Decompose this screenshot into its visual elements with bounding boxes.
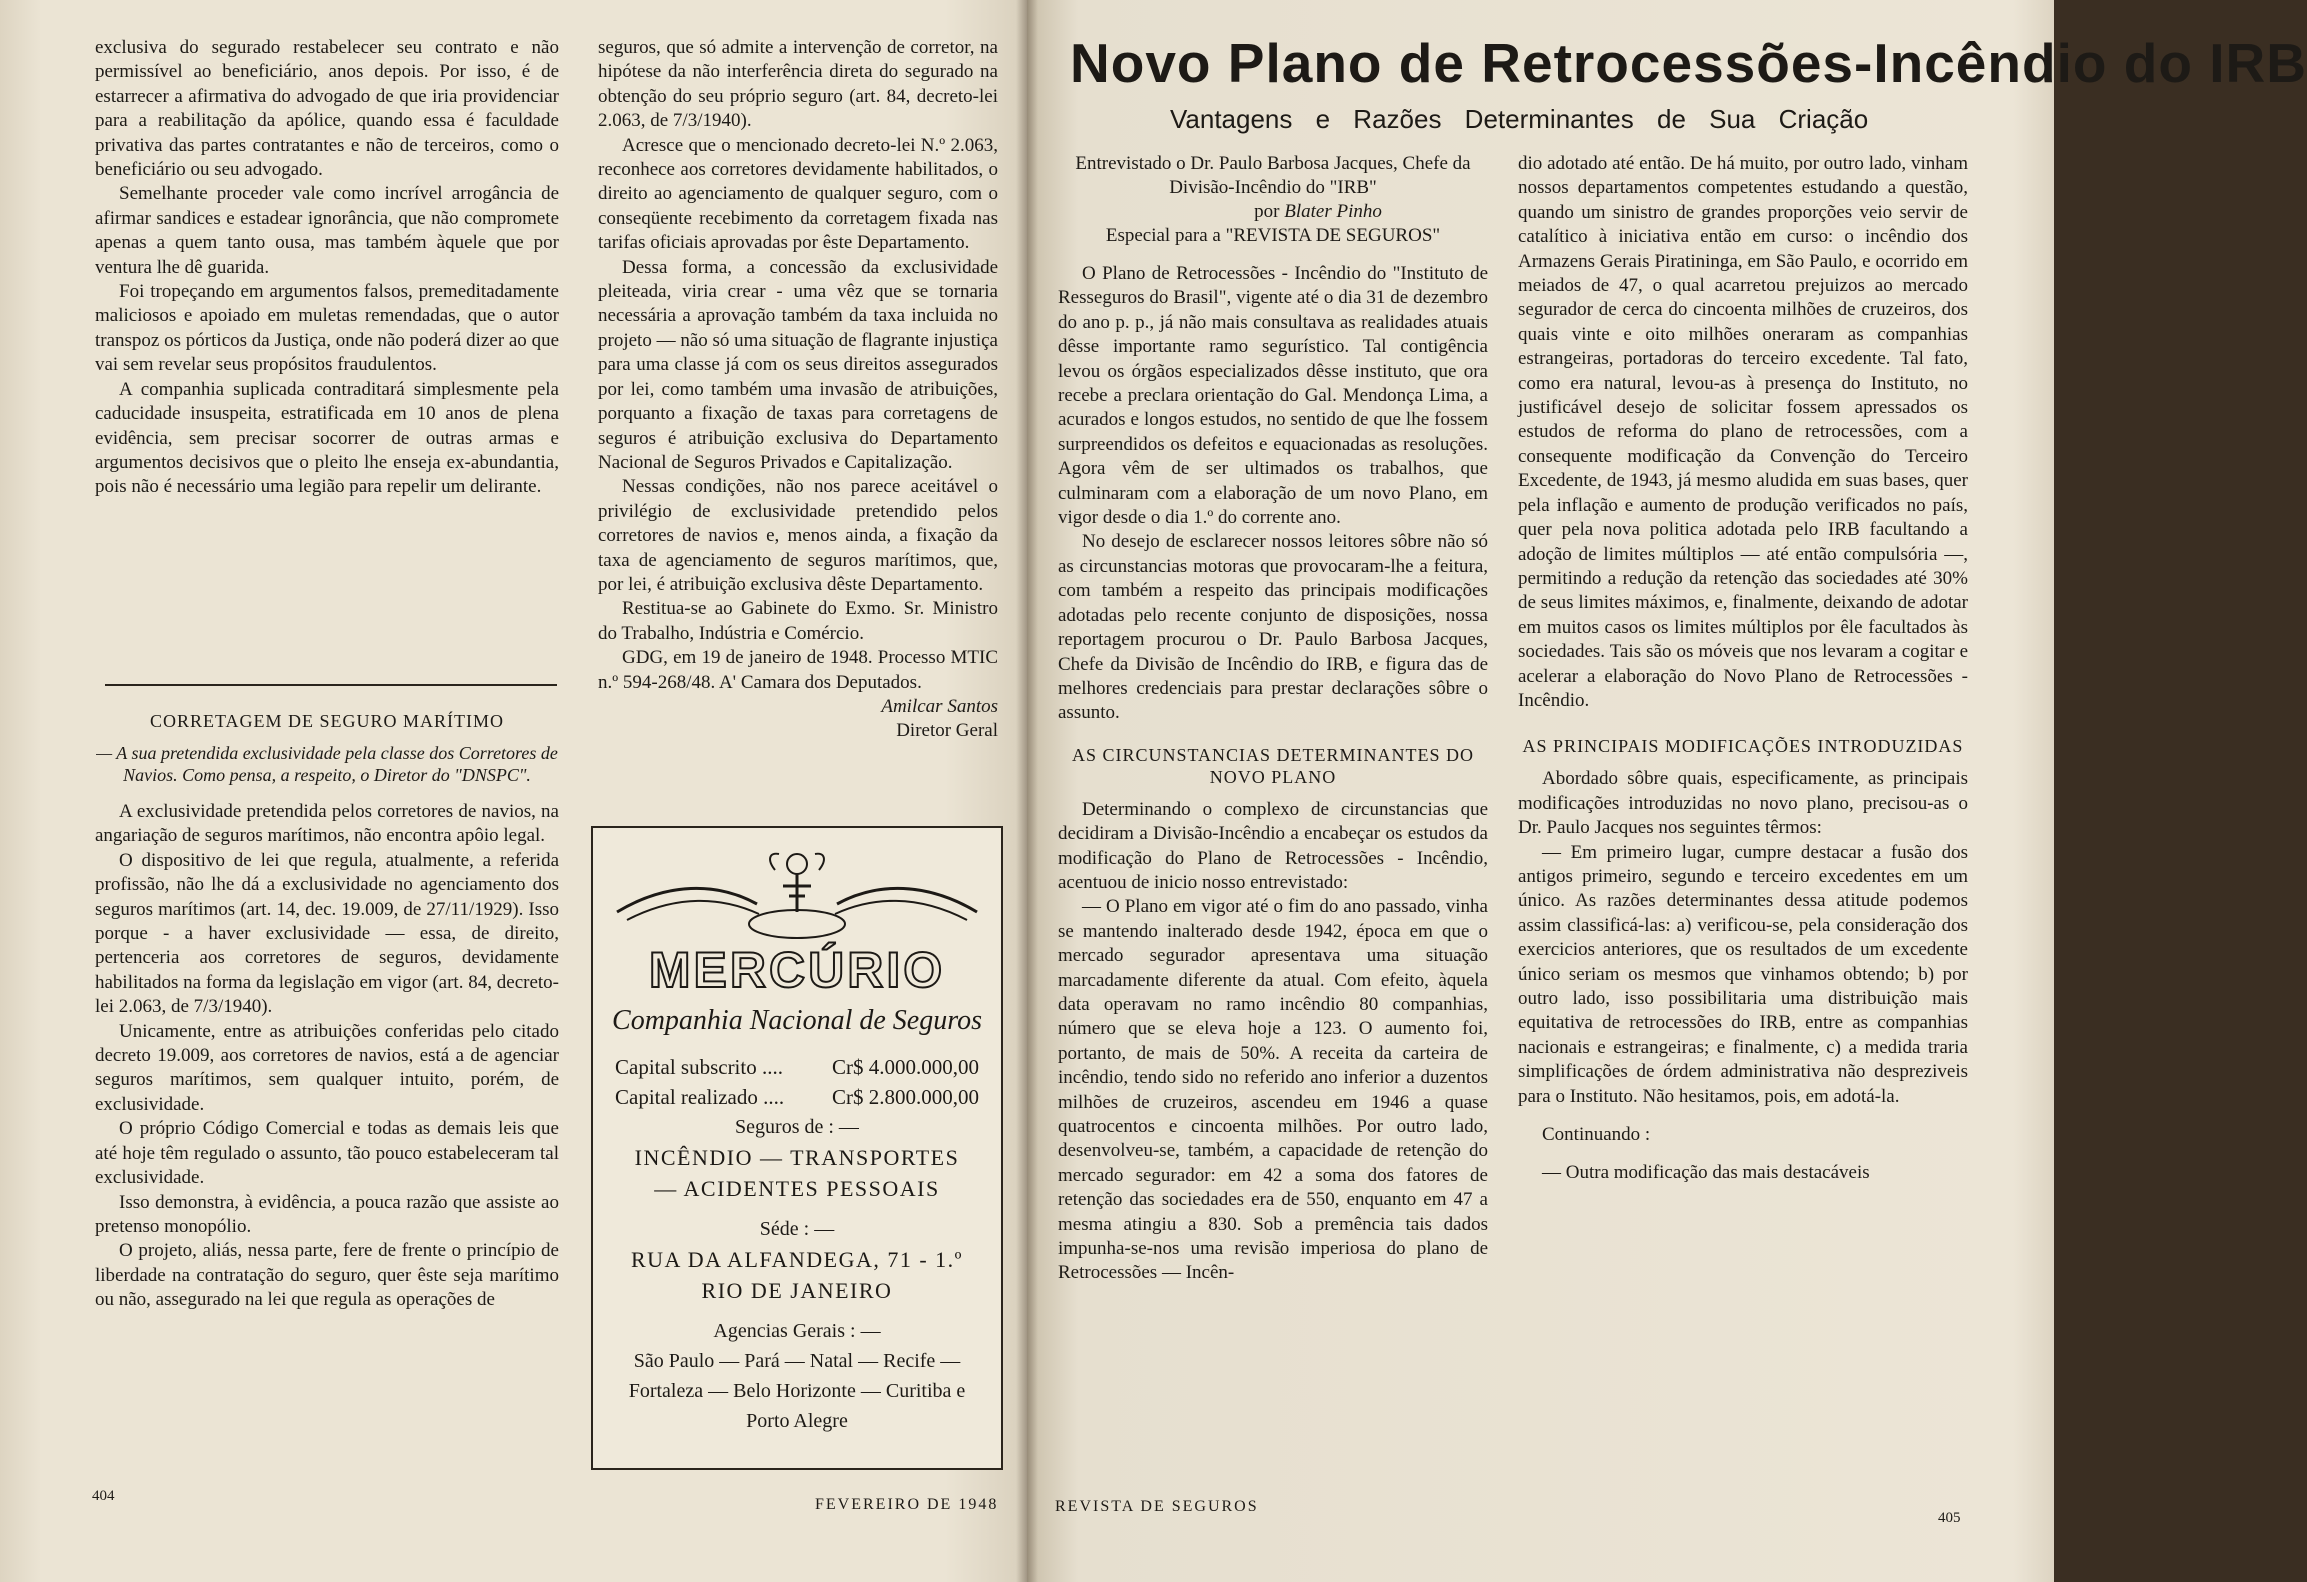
left-column-2 xyxy=(598,36,998,744)
left-column-1-section xyxy=(95,700,559,1313)
ad-brand: MERCÚRIO xyxy=(648,942,946,998)
ad-lines-1: INCÊNDIO — TRANSPORTES xyxy=(634,1145,960,1170)
byline-por: por xyxy=(1254,201,1280,222)
running-foot-right: REVISTA DE SEGUROS xyxy=(1055,1498,1259,1515)
paragraph: O Plano de Retrocessões - Incêndio do "Instituto de Resseguros do Brasil", vigente até o dia 31 de dezembro do ano p. p., já não mais consultava as realidades atuais dêsse importante ramo segurístico. Tal contigência levou os órgãos especializados dêsse instituto, que ora recebe a preclara orientação do Gal. Mendonça Lima, a acurados e longos estudos, no sentido de que lhe fossem surpreendidos os defeitos e equacionadas as resoluções. Agora vêm de ser ultimados os trabalhos, que culminaram com a elaboração de um novo Plano, em vigor desde o dia 1.º do corrente ano. xyxy=(1058,263,1488,529)
signature-name: Amilcar Santos xyxy=(881,695,998,717)
paragraph: Restitua-se ao Gabinete do Exmo. Sr. Ministro do Trabalho, Indústria e Comércio. xyxy=(598,598,998,644)
paragraph: Semelhante proceder vale como incrível arrogância de afirmar sandices e estadear ignorância, que não compromete apenas a quem tanto ousa, mas também àquele que por ventura lhe dê guarida. xyxy=(95,183,559,278)
ad-seguros-label: Seguros de : — xyxy=(735,1116,859,1138)
paragraph: O dispositivo de lei que regula, atualmente, a referida profissão, não lhe dá a exclusividade no agenciamento dos seguros marítimos (art. 14, dec. 19.009, de 27/11/1929). Isso porque - a haver exclusividade — essa, de direito, pertenceria aos corretores de seguros, devidamente habilitados na forma da legislação em vigor (art. 84, decreto-lei 2.063, de 7/3/1940). xyxy=(95,849,559,1018)
paragraph: GDG, em 19 de janeiro de 1948. Processo MTIC n.º 594-268/48. A' Camara dos Deputados. xyxy=(598,647,998,693)
paragraph: Nessas condições, não nos parece aceitável o privilégio de exclusividade pretendido pelos corretores de navios e, menos ainda, a fixação da taxa de agenciamento de seguros marítimos, que, por lei, é atribuição exclusiva dêste Departamento. xyxy=(598,476,998,595)
mercury-emblem-icon xyxy=(607,842,987,942)
ad-address-1: RUA DA ALFANDEGA, 71 - 1.º xyxy=(630,1247,964,1272)
paragraph: A exclusividade pretendida pelos corretores de navios, na angariação de seguros marítimos, não encontra apôio legal. xyxy=(95,801,559,847)
ad-capital-realizado xyxy=(593,1082,1001,1112)
paragraph: Isso demonstra, à evidência, a pouca razão que assiste ao pretenso monopólio. xyxy=(95,1191,559,1237)
paragraph: Determinando o complexo de circunstancias que decidiram a Divisão-Incêndio a encabeçar os estudos da modificação do Plano de Retrocessões - Incêndio, acentuou de inicio nosso entrevistado: xyxy=(1058,798,1488,893)
paragraph: O próprio Código Comercial e todas as demais leis que até hoje têm regulado o assunto, tão pouco estabeleceram tal exclusividade. xyxy=(95,1118,559,1189)
paragraph: — Outra modificação das mais destacáveis xyxy=(1542,1162,1870,1184)
capital-realizado-label: Capital realizado .... xyxy=(615,1085,785,1109)
right-column-2 xyxy=(1518,152,1968,1186)
article-subtitle: Vantagens e Razões Determinantes de Sua Criação xyxy=(1170,104,1869,134)
paragraph: No desejo de esclarecer nossos leitores sôbre não só as circunstancias motoras que provocaram-lhe a feitura, com também a respeito das principais modificações adotadas pelo recente conjunto de disposições, nossa reportagem procurou o Dr. Paulo Barbosa Jacques, Chefe da Divisão de Incêndio do IRB, e figura das de melhores credenciais para prestar declarações sôbre o assunto. xyxy=(1058,531,1488,724)
right-column-1 xyxy=(1058,152,1488,1286)
paragraph: — O Plano em vigor até o fim do ano passado, vinha se mantendo inalterado desde 1942, época em que o mercado segurador apresentava uma situação marcadamente diferente da atual. Com efeito, àquela data operavam no ramo incêndio 80 companhias, número que se eleva hoje a 123. O aumento foi, portanto, de mais de 50%. A receita da carteira de incêndio, tendo sido no referido ano inferior a duzentos milhões de cruzeiros, ascendeu em 1946 a quase quatrocentos e cincoenta milhões. Por outro lado, desenvolveu-se, também, a capacidade de retenção do mercado segurador: em 42 a soma dos fatores de retenção das sociedades era de 550, enquanto em 47 a mesma atingiu a 830. Sob a premência tais dados impunha-se-nos uma revisão imperiosa do plano de Retrocessões — Incên- xyxy=(1058,896,1488,1284)
signature-title: Diretor Geral xyxy=(896,720,998,742)
left-column-1 xyxy=(95,36,559,500)
ad-sede-label: Séde : — xyxy=(759,1218,835,1240)
paragraph: seguros, que só admite a intervenção de corretor, na hipótese da não interferência direta do segurado na obtenção do seu próprio seguro (art. 84, decreto-lei 2.063, de 7/3/1940). xyxy=(598,37,998,132)
section-deck: — A sua pretendida exclusividade pela classe dos Corretores de Navios. Como pensa, a respeito, o Diretor do "DNSPC". xyxy=(96,743,558,785)
ad-address-2: RIO DE JANEIRO xyxy=(701,1278,893,1303)
paragraph: exclusiva do segurado restabelecer seu contrato e não permissível ao beneficiário, anos depois. Por isso, é de estarrecer a afirmativa do advogado de que iria providenciar para a reabilitação da apólice, quando essa é faculdade privativa das partes contratantes e não de terceiros, como o beneficiário ou seu advogado. xyxy=(95,37,559,181)
ad-agencias-label: Agencias Gerais : — xyxy=(713,1320,881,1342)
paragraph: — Em primeiro lugar, cumpre destacar a fusão dos antigos primeiro, segundo e terceiro excedentes em um único. As razões determinantes dessa atitude podemos assim classificá-las: a) verificou-se, pela consideração dos exercicios anteriores, que os resultados de um excedente único seriam os mesmos que vinhamos obtendo; b) por outro lado, isso possibilitaria uma distribuição mais equitativa de retrocessões do IRB, entre as companhias nacionais e estrangeiras; e finalmente, c) a medida traria simplificações de órdem administrativa não despreziveis para o Instituto. Não hesitamos, pois, em adotá-la. xyxy=(1518,841,1968,1107)
paragraph: O projeto, aliás, nessa parte, fere de frente o princípio de liberdade na contratação do seguro, quer êste seja marítimo ou não, assegurado na lei que regula as operações de xyxy=(95,1240,559,1311)
paragraph: Acresce que o mencionado decreto-lei N.º 2.063, reconhece aos corretores devidamente habilitados, o direito ao agenciamento de qualquer seguro, com o conseqüente recebimento da corretagem fixada nas tarifas oficiais aprovadas por êste Departamento. xyxy=(598,134,998,254)
paragraph: Abordado sôbre quais, especificamente, as principais modificações introduzidas no novo plano, precisou-as o Dr. Paulo Jacques nos seguintes têrmos: xyxy=(1518,768,1968,839)
ad-agencias-1: São Paulo — Pará — Natal — Recife — xyxy=(633,1350,961,1372)
ad-agencias-2: Fortaleza — Belo Horizonte — Curitiba e xyxy=(628,1380,966,1402)
section-heading: AS CIRCUNSTANCIAS DETERMINANTES DO NOVO PLANO xyxy=(1071,744,1475,787)
paragraph: A companhia suplicada contraditará simplesmente pela caducidade insuspeita, estratificada em 10 anos de plena evidência, sem precisar socorrer de outras armas e argumentos decisivos que o pleito lhe enseja ex-abundantia, pois não é necessário uma legião para repelir um delirante. xyxy=(95,378,559,498)
byline-interviewee: Entrevistado o Dr. Paulo Barbosa Jacques, Chefe da Divisão-Incêndio do "IRB" xyxy=(1075,153,1471,198)
ad-lines-2: — ACIDENTES PESSOAIS xyxy=(654,1176,940,1201)
paragraph: Continuando : xyxy=(1542,1124,1651,1146)
paragraph: Unicamente, entre as atribuições conferidas pelo citado decreto 19.009, aos corretores de navios, está a de agenciar seguros marítimos, sem qualquer intuito, porém, de exclusividade. xyxy=(95,1020,559,1115)
running-foot-left: FEVEREIRO DE 1948 xyxy=(815,1496,999,1513)
left-page xyxy=(0,0,1027,1582)
capital-subscrito-label: Capital subscrito .... xyxy=(615,1055,783,1079)
page-number-right: 405 xyxy=(1938,1510,1961,1526)
ad-capital-subscrito xyxy=(593,1052,1001,1082)
section-heading: AS PRINCIPAIS MODIFICAÇÕES INTRODUZIDAS xyxy=(1522,736,1964,757)
paragraph: Dessa forma, a concessão da exclusividade pleiteada, viria crear - uma vêz que se tornaria necessária a aprovação também da taxa incluida no projeto — não só uma situação de flagrante injustiça para uma classe já com os seus direitos assegurados por lei, como também uma invasão de atribuições, porquanto a fixação de taxas para corretagens de seguros é atribuição exclusiva do Departamento Nacional de Seguros Privados e Capitalização. xyxy=(598,256,998,473)
byline-author xyxy=(1148,200,1488,224)
ad-company: Companhia Nacional de Seguros xyxy=(612,1005,982,1036)
page-number-left: 404 xyxy=(92,1488,115,1504)
section-divider xyxy=(105,684,557,686)
mercurio-advertisement xyxy=(591,826,1003,1470)
capital-realizado-value: Cr$ 2.800.000,00 xyxy=(832,1085,979,1109)
section-heading: CORRETAGEM DE SEGURO MARÍTIMO xyxy=(149,711,505,731)
author-name: Blater Pinho xyxy=(1284,201,1382,222)
ad-agencias-3: Porto Alegre xyxy=(746,1410,848,1432)
byline-special: Especial para a "REVISTA DE SEGUROS" xyxy=(1105,225,1441,246)
paragraph: dio adotado até então. De há muito, por outro lado, vinham nossos departamentos competentes estudando a questão, quando um sinistro de grandes proporções veio servir de catalítico à iniciativa então em curso: o incêndio dos Armazens Gerais Piratininga, em São Paulo, e ocorrido em meiados de 47, o qual acarretou prejuizos ao mercado segurador de cerca do cincoenta milhões de cruzeiros, dos quais vinte e oito milhões oneraram as companhias estrangeiras, portadoras do terceiro excedente. Tal fato, como era natural, levou-as à presença do Instituto, no justificável desejo de solicitar fossem apressados os estudos de reforma do plano de retrocessões, com a consequente modificação da Convenção do Terceiro Excedente, de 1943, já mesmo aludida em suas bases, quer pela inflação e aumento de produção verificados no país, quer pela nova politica adotada pelo IRB facultando a adoção de limites múltiplos — até então compulsória —, permitindo a redução da retenção das sociedades até 30% de seus limites máximos, e, finalmente, deixando de adotar em muitos casos os limites múltiplos por êle facultados às sociedades. Tais são os móveis que nos levaram a cogitar e acelerar a elaboração do Novo Plano de Retrocessões - Incêndio. xyxy=(1518,153,1968,711)
page-gutter xyxy=(1016,0,1038,1582)
paragraph: Foi tropeçando em argumentos falsos, premeditadamente maliciosos e apoiado em muletas remendadas, que o autor transpoz os pórticos da Justiça, onde não poderá dizer ao que vai sem revelar seus propósitos fraudulentos. xyxy=(95,281,559,376)
article-title: Novo Plano de Retrocessões-Incêndio do IRB xyxy=(1070,32,2307,94)
capital-subscrito-value: Cr$ 4.000.000,00 xyxy=(832,1055,979,1079)
